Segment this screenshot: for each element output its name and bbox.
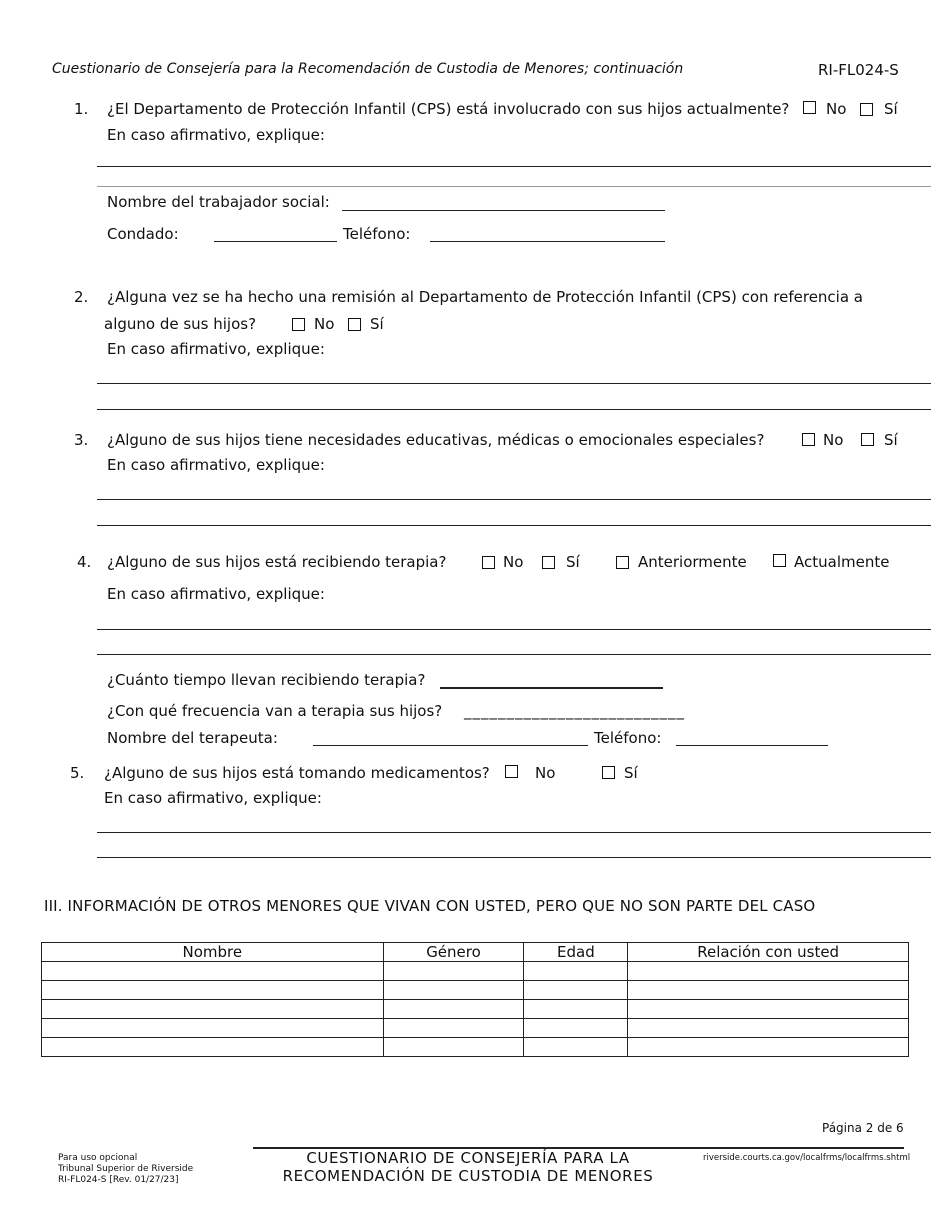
table-cell[interactable] (383, 962, 524, 981)
q3-no-checkbox[interactable] (802, 433, 815, 446)
other-minors-table (41, 942, 909, 1057)
question-text: ¿Alguno de sus hijos está tomando medicamentos? (104, 764, 490, 782)
phone-label: Teléfono: (343, 225, 411, 243)
question-text: ¿Alguno de sus hijos está recibiendo terapia? (107, 553, 447, 571)
q4-actualmente-label: Actualmente (794, 553, 890, 571)
table-cell[interactable] (42, 962, 384, 981)
table-cell[interactable] (42, 981, 384, 1000)
question-number: 2. (74, 288, 89, 306)
table-cell[interactable] (383, 1019, 524, 1038)
therapist-phone-label: Teléfono: (594, 729, 662, 747)
footer-optional-use: Para uso opcional (58, 1153, 138, 1163)
q3-si-checkbox[interactable] (861, 433, 874, 446)
table-cell[interactable] (628, 1019, 909, 1038)
question-number: 4. (77, 553, 92, 571)
column-header-genero: Género (383, 943, 524, 962)
running-title: Cuestionario de Consejería para la Recomendación de Custodia de Menores; continuación (52, 61, 684, 77)
table-cell[interactable] (524, 962, 628, 981)
question-number: 3. (74, 431, 89, 449)
form-code: RI-FL024-S (818, 61, 899, 79)
q2-no-checkbox[interactable] (292, 318, 305, 331)
table-cell[interactable] (42, 1038, 384, 1057)
q4-si-label: Sí (566, 553, 580, 571)
q2-si-label: Sí (370, 315, 384, 333)
therapist-field[interactable] (313, 745, 588, 746)
therapy-frequency-field[interactable]: __________________________ (464, 702, 685, 720)
therapist-label: Nombre del terapeuta: (107, 729, 278, 747)
page-number: Página 2 de 6 (822, 1121, 904, 1135)
q5-si-checkbox[interactable] (602, 766, 615, 779)
question-number: 5. (70, 764, 85, 782)
answer-line[interactable] (97, 166, 931, 167)
table-cell[interactable] (524, 981, 628, 1000)
therapy-frequency-label: ¿Con qué frecuencia van a terapia sus hijos? (107, 702, 443, 720)
social-worker-label: Nombre del trabajador social: (107, 193, 330, 211)
answer-line[interactable] (97, 832, 931, 833)
q2-si-checkbox[interactable] (348, 318, 361, 331)
answer-line[interactable] (97, 383, 931, 384)
table-cell[interactable] (628, 981, 909, 1000)
table-row (42, 1038, 909, 1057)
explain-label: En caso afirmativo, explique: (107, 585, 325, 603)
q1-si-label: Sí (884, 100, 898, 118)
q2-no-label: No (314, 315, 335, 333)
q4-actualmente-checkbox[interactable] (773, 554, 786, 567)
explain-label: En caso afirmativo, explique: (107, 456, 325, 474)
table-cell[interactable] (628, 962, 909, 981)
county-label: Condado: (107, 225, 179, 243)
question-number: 1. (74, 100, 89, 118)
column-header-relacion: Relación con usted (628, 943, 909, 962)
table-header-row (42, 943, 909, 962)
explain-label: En caso afirmativo, explique: (107, 126, 325, 144)
question-text: ¿Alguno de sus hijos tiene necesidades educativas, médicas o emocionales especiales? (107, 431, 765, 449)
phone-field[interactable] (430, 241, 665, 242)
table-cell[interactable] (383, 1038, 524, 1057)
therapist-phone-field[interactable] (676, 745, 828, 746)
footer-form-revision: RI-FL024-S [Rev. 01/27/23] (58, 1175, 179, 1185)
table-cell[interactable] (628, 1000, 909, 1019)
footer-form-title-line2: RECOMENDACIÓN DE CUSTODIA DE MENORES (282, 1167, 654, 1185)
table-row (42, 981, 909, 1000)
q1-si-checkbox[interactable] (860, 103, 873, 116)
footer-url-link[interactable]: riverside.courts.ca.gov/localfrms/localfrms.shtml (703, 1153, 911, 1163)
table-cell[interactable] (524, 1038, 628, 1057)
therapy-duration-field[interactable] (440, 687, 663, 689)
answer-line[interactable] (97, 654, 931, 655)
footer-court-name: Tribunal Superior de Riverside (58, 1164, 194, 1174)
q5-no-checkbox[interactable] (505, 765, 518, 778)
social-worker-field[interactable] (342, 210, 665, 211)
table-cell[interactable] (42, 1019, 384, 1038)
answer-line[interactable] (97, 499, 931, 500)
q1-no-label: No (826, 100, 847, 118)
explain-label: En caso afirmativo, explique: (104, 789, 322, 807)
q5-si-label: Sí (624, 764, 638, 782)
table-cell[interactable] (383, 981, 524, 1000)
answer-line[interactable] (97, 186, 931, 187)
explain-label: En caso afirmativo, explique: (107, 340, 325, 358)
answer-line[interactable] (97, 857, 931, 858)
column-header-nombre: Nombre (42, 943, 384, 962)
county-field[interactable] (214, 241, 337, 242)
table-row (42, 1019, 909, 1038)
table-cell[interactable] (524, 1000, 628, 1019)
table-cell[interactable] (383, 1000, 524, 1019)
q4-no-label: No (503, 553, 524, 571)
question-text: ¿El Departamento de Protección Infantil (CPS) está involucrado con sus hijos actualmente? (107, 100, 790, 118)
question-text: ¿Alguna vez se ha hecho una remisión al Departamento de Protección Infantil (CPS) con referencia a (107, 288, 863, 306)
table-row (42, 962, 909, 981)
q4-anteriormente-checkbox[interactable] (616, 556, 629, 569)
q4-anteriormente-label: Anteriormente (638, 553, 747, 571)
section-3-title: III. INFORMACIÓN DE OTROS MENORES QUE VIVAN CON USTED, PERO QUE NO SON PARTE DEL CASO (44, 897, 816, 915)
table-row (42, 1000, 909, 1019)
column-header-edad: Edad (524, 943, 628, 962)
table-cell[interactable] (42, 1000, 384, 1019)
q4-si-checkbox[interactable] (542, 556, 555, 569)
q3-no-label: No (823, 431, 844, 449)
table-cell[interactable] (524, 1019, 628, 1038)
therapy-duration-label: ¿Cuánto tiempo llevan recibiendo terapia? (107, 671, 426, 689)
footer-form-title (253, 1149, 683, 1185)
question-text-line2: alguno de sus hijos? (104, 315, 257, 333)
answer-line[interactable] (97, 629, 931, 630)
answer-line[interactable] (97, 409, 931, 410)
table-cell[interactable] (628, 1038, 909, 1057)
q1-no-checkbox[interactable] (803, 101, 816, 114)
footer-form-title-line1: CUESTIONARIO DE CONSEJERÍA PARA LA (306, 1149, 630, 1167)
q3-si-label: Sí (884, 431, 898, 449)
answer-line[interactable] (97, 525, 931, 526)
q5-no-label: No (535, 764, 556, 782)
q4-no-checkbox[interactable] (482, 556, 495, 569)
